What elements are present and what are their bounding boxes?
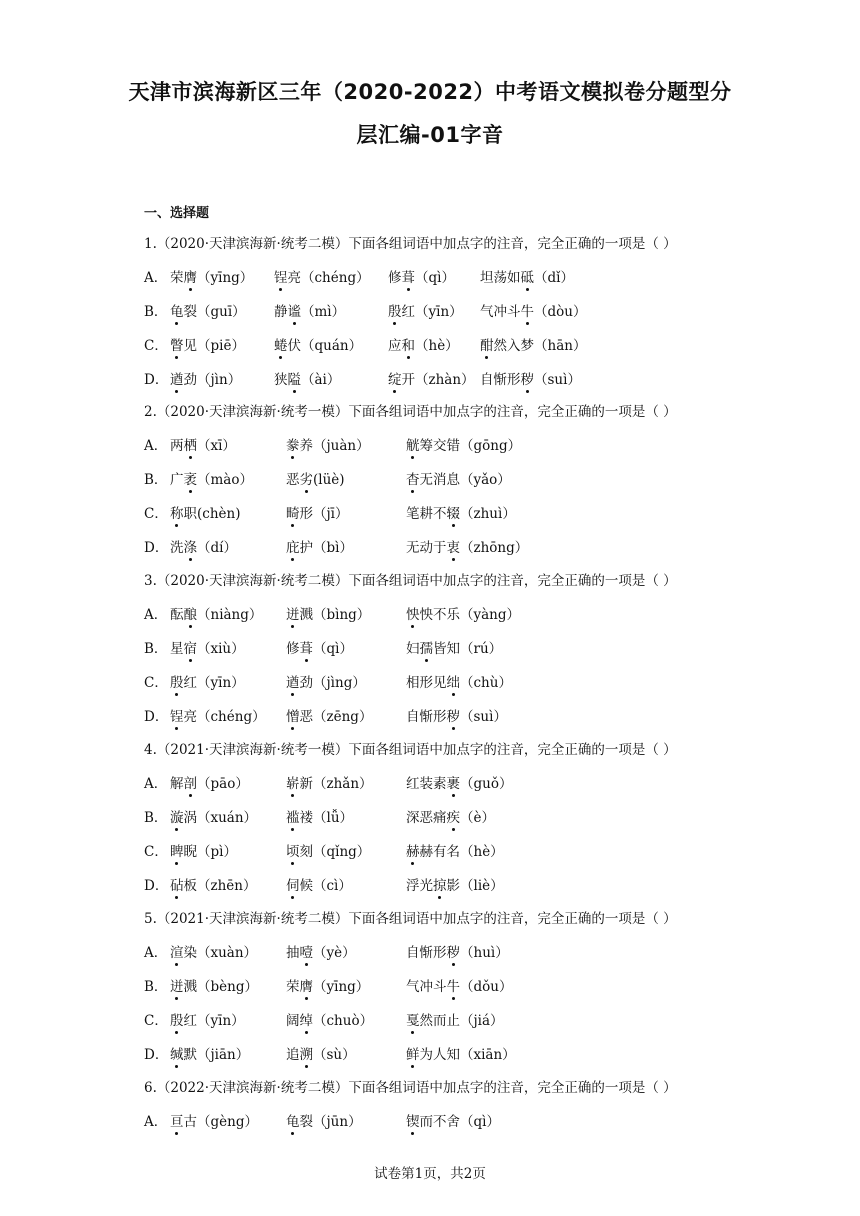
option-letter: B． (144, 641, 168, 657)
option-word: 荣膺（yīng） (286, 979, 370, 995)
dotted-character: 牛 (446, 979, 460, 995)
option-word: 漩涡（xuán） (170, 810, 258, 826)
document-title-line1: 天津市滨海新区三年（2020-2022）中考语文模拟卷分题型分 (128, 80, 732, 104)
option-word: 自惭形秽（huì） (406, 945, 509, 961)
option-word: 气冲斗牛（dòu） (480, 304, 587, 320)
option-letter: C． (144, 338, 168, 354)
dotted-character: 戛 (406, 1013, 420, 1029)
option-word: 庇护（bì） (286, 540, 353, 556)
answer-option[interactable] (144, 536, 529, 556)
answer-option[interactable] (144, 603, 521, 623)
option-letter: A． (144, 270, 168, 286)
option-letter: A． (144, 776, 168, 792)
dotted-character: 漩 (170, 810, 184, 826)
option-letter: B． (144, 304, 168, 320)
dotted-character: 衷 (446, 540, 460, 556)
option-word: 崭新（zhǎn） (286, 776, 373, 792)
option-word: 豢养（juàn） (286, 438, 370, 454)
dotted-character: 觥 (406, 438, 420, 454)
dotted-character: 赫 (406, 844, 420, 860)
option-word: 怏怏不乐（yàng） (406, 607, 521, 623)
option-word: 锃亮（chéng） (170, 709, 266, 725)
option-word: 顷刻（qǐng） (286, 844, 371, 860)
option-word: 觥筹交错（gōng） (406, 438, 522, 454)
answer-option[interactable] (144, 266, 574, 286)
answer-option[interactable] (144, 941, 509, 961)
dotted-character: 殷 (170, 675, 184, 691)
option-word: 恶劣(lüè) (286, 472, 345, 488)
option-word: 静谧（mì） (274, 304, 346, 320)
dotted-character: 砥 (520, 270, 534, 286)
option-word: 殷红（yīn） (170, 1013, 245, 1029)
option-letter: C． (144, 1013, 168, 1029)
dotted-character: 牛 (520, 304, 534, 320)
option-letter: B． (144, 810, 168, 826)
option-word: 坦荡如砥（dǐ） (480, 270, 574, 286)
option-word: 砧板（zhēn） (170, 878, 257, 894)
option-word: 迸溅（bèng） (170, 979, 258, 995)
option-letter: D． (144, 878, 169, 894)
option-word: 洗涤（dí） (170, 540, 237, 556)
dotted-character: 迸 (286, 607, 300, 623)
question-stem: 6.（2022·天津滨海新·统考二模）下面各组词语中加点字的注音，完全正确的一项是（ ） (144, 1080, 677, 1096)
dotted-character: 庇 (286, 540, 300, 556)
dotted-character: 溯 (299, 1047, 313, 1063)
dotted-character: 袤 (183, 472, 197, 488)
option-word: 龟裂（jūn） (286, 1114, 362, 1130)
option-word: 锃亮（chéng） (274, 270, 370, 286)
option-letter: D． (144, 709, 169, 725)
dotted-character: 秽 (520, 372, 534, 388)
option-word: 迸溅（bìng） (286, 607, 371, 623)
answer-option[interactable] (144, 368, 581, 388)
option-word: 应和（hè） (388, 338, 459, 354)
dotted-character: 怏 (406, 607, 420, 623)
dotted-character: 剖 (183, 776, 197, 792)
dotted-character: 褴 (286, 810, 300, 826)
option-word: 伺候（cì） (286, 878, 352, 894)
option-word: 酝酿（niàng） (170, 607, 263, 623)
dotted-character: 膺 (183, 270, 197, 286)
dotted-character: 掠 (433, 878, 447, 894)
answer-option[interactable] (144, 1043, 516, 1063)
dotted-character: 秽 (446, 709, 460, 725)
dotted-character: 绌 (446, 675, 460, 691)
answer-option[interactable] (144, 434, 522, 454)
dotted-character: 杳 (406, 472, 420, 488)
option-word: 赫赫有名（hè） (406, 844, 504, 860)
option-letter: C． (144, 675, 168, 691)
dotted-character: 遒 (286, 675, 300, 691)
option-letter: A． (144, 438, 168, 454)
option-letter: C． (144, 844, 168, 860)
option-word: 杳无消息（yǎo） (406, 472, 511, 488)
option-word: 戛然而止（jiá） (406, 1013, 504, 1029)
option-word: 蜷伏（quán） (274, 338, 363, 354)
option-word: 妇孺皆知（rú） (406, 641, 503, 657)
question-stem: 2.（2020·天津滨海新·统考一模）下面各组词语中加点字的注音，完全正确的一项是（ ） (144, 404, 677, 420)
dotted-character: 缄 (170, 1047, 184, 1063)
option-word: 红装素裹（guǒ） (406, 776, 513, 792)
option-word: 酣然入梦（hān） (480, 338, 587, 354)
answer-option[interactable] (144, 334, 587, 354)
section-heading: 一、选择题 (144, 206, 210, 221)
option-letter: B． (144, 472, 168, 488)
option-word: 殷红（yīn） (388, 304, 463, 320)
page-footer: 试卷第1页，共2页 (374, 1166, 486, 1182)
dotted-character: 称 (170, 506, 184, 522)
answer-option[interactable] (144, 772, 513, 792)
option-word: 褴褛（lǚ） (286, 810, 354, 826)
option-word: 狭隘（ài） (274, 372, 341, 388)
option-word: 阔绰（chuò） (286, 1013, 374, 1029)
option-letter: A． (144, 945, 168, 961)
dotted-character: 瞥 (170, 338, 184, 354)
option-word: 两栖（xī） (170, 438, 236, 454)
option-word: 笔耕不辍（zhuì） (406, 506, 516, 522)
answer-option[interactable] (144, 300, 587, 320)
dotted-character: 蜷 (274, 338, 288, 354)
option-word: 深恶痛疾（è） (406, 810, 495, 826)
option-word: 自惭形秽（suì） (406, 709, 507, 725)
option-word: 渲染（xuàn） (170, 945, 258, 961)
option-word: 亘古（gèng） (170, 1114, 258, 1130)
question-stem: 4.（2021·天津滨海新·统考一模）下面各组词语中加点字的注音，完全正确的一项是（ ） (144, 742, 677, 758)
option-word: 龟裂（guī） (170, 304, 246, 320)
option-word: 无动于衷（zhōng） (406, 540, 529, 556)
option-word: 遒劲（jìng） (286, 675, 366, 691)
option-word: 广袤（mào） (170, 472, 253, 488)
dotted-character: 辍 (446, 506, 460, 522)
option-word: 自惭形秽（suì） (480, 372, 581, 388)
option-word: 缄默（jiān） (170, 1047, 250, 1063)
dotted-character: 劣 (299, 472, 313, 488)
dotted-character: 睥 (170, 844, 184, 860)
answer-option[interactable] (144, 705, 507, 725)
answer-option[interactable] (144, 840, 504, 860)
answer-option[interactable] (144, 1009, 504, 1029)
option-letter: A． (144, 1114, 168, 1130)
option-letter: A． (144, 607, 168, 623)
option-word: 称职(chèn) (170, 506, 241, 522)
option-word: 追溯（sù） (286, 1047, 356, 1063)
option-word: 遒劲（jìn） (170, 372, 242, 388)
dotted-character: 谧 (287, 304, 301, 320)
option-word: 抽噎（yè） (286, 945, 356, 961)
dotted-character: 殷 (170, 1013, 184, 1029)
dotted-character: 疾 (446, 810, 460, 826)
option-word: 瞥见（piē） (170, 338, 245, 354)
dotted-character: 殷 (388, 304, 402, 320)
dotted-character: 豢 (286, 438, 300, 454)
dotted-character: 孺 (419, 641, 433, 657)
dotted-character: 遒 (170, 372, 184, 388)
option-word: 浮光掠影（liè） (406, 878, 504, 894)
option-word: 鲜为人知（xiān） (406, 1047, 516, 1063)
dotted-character: 绽 (388, 372, 402, 388)
option-word: 畸形（jī） (286, 506, 349, 522)
dotted-character: 葺 (401, 270, 415, 286)
dotted-character: 龟 (286, 1114, 300, 1130)
option-letter: B． (144, 979, 168, 995)
option-word: 锲而不舍（qì） (406, 1114, 500, 1130)
dotted-character: 酣 (480, 338, 494, 354)
dotted-character: 锃 (274, 270, 288, 286)
dotted-character: 龟 (170, 304, 184, 320)
dotted-character: 亘 (170, 1114, 184, 1130)
dotted-character: 绰 (299, 1013, 313, 1029)
answer-option[interactable] (144, 1110, 500, 1130)
option-word: 相形见绌（chù） (406, 675, 512, 691)
dotted-character: 宿 (183, 641, 197, 657)
document-title-line2: 层汇编-01字音 (356, 123, 504, 147)
dotted-character: 迸 (170, 979, 184, 995)
answer-option[interactable] (144, 671, 512, 691)
option-word: 修葺（qì） (388, 270, 455, 286)
option-word: 睥睨（pì） (170, 844, 237, 860)
answer-option[interactable] (144, 874, 504, 894)
option-word: 绽开（zhàn） (388, 372, 475, 388)
dotted-character: 砧 (170, 878, 184, 894)
dotted-character: 和 (401, 338, 415, 354)
dotted-character: 憎 (286, 709, 300, 725)
dotted-character: 膺 (299, 979, 313, 995)
dotted-character: 畸 (286, 506, 300, 522)
option-word: 修葺（qì） (286, 641, 353, 657)
question-stem: 3.（2020·天津滨海新·统考二模）下面各组词语中加点字的注音，完全正确的一项是（ ） (144, 573, 677, 589)
option-letter: D． (144, 372, 169, 388)
dotted-character: 秽 (446, 945, 460, 961)
dotted-character: 鲜 (406, 1047, 420, 1063)
dotted-character: 葺 (299, 641, 313, 657)
dotted-character: 锲 (406, 1114, 420, 1130)
dotted-character: 涤 (183, 540, 197, 556)
answer-option[interactable] (144, 468, 511, 488)
answer-option[interactable] (144, 502, 516, 522)
question-stem: 1.（2020·天津滨海新·统考二模）下面各组词语中加点字的注音，完全正确的一项是（ ） (144, 236, 677, 252)
option-word: 解剖（pāo） (170, 776, 249, 792)
dotted-character: 渲 (170, 945, 184, 961)
answer-option[interactable] (144, 806, 495, 826)
option-word: 气冲斗牛（dǒu） (406, 979, 513, 995)
dotted-character: 噎 (299, 945, 313, 961)
dotted-character: 伺 (286, 878, 300, 894)
option-letter: C． (144, 506, 168, 522)
option-letter: D． (144, 540, 169, 556)
dotted-character: 顷 (286, 844, 300, 860)
option-word: 憎恶（zēng） (286, 709, 373, 725)
dotted-character: 裹 (446, 776, 460, 792)
option-word: 殷红（yīn） (170, 675, 245, 691)
dotted-character: 栖 (183, 438, 197, 454)
dotted-character: 崭 (286, 776, 300, 792)
option-word: 星宿（xiù） (170, 641, 245, 657)
dotted-character: 隘 (287, 372, 301, 388)
answer-option[interactable] (144, 637, 503, 657)
dotted-character: 锃 (170, 709, 184, 725)
dotted-character: 酿 (183, 607, 197, 623)
option-word: 荣膺（yīng） (170, 270, 254, 286)
option-letter: D． (144, 1047, 169, 1063)
question-stem: 5.（2021·天津滨海新·统考二模）下面各组词语中加点字的注音，完全正确的一项是（ ） (144, 911, 677, 927)
answer-option[interactable] (144, 975, 513, 995)
